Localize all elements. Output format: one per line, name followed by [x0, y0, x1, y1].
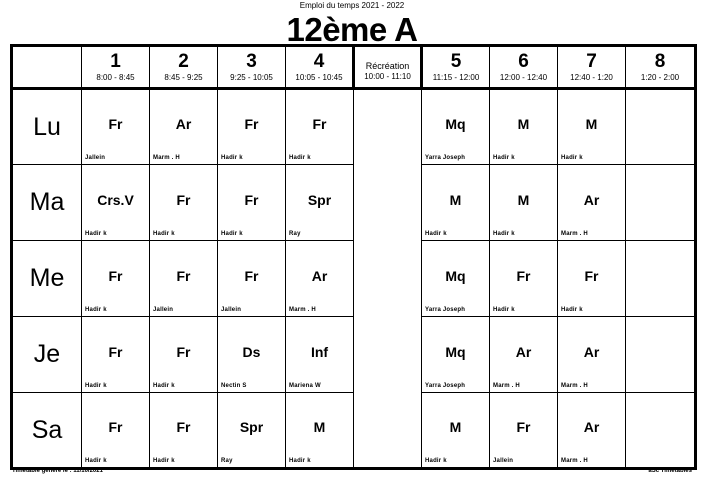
day-name: Lu [12, 89, 82, 165]
period-header [286, 46, 354, 89]
subject-label: Ar [583, 419, 600, 435]
teacher-label: Nectin S [221, 383, 247, 389]
lesson-cell [150, 165, 218, 241]
lesson-cell [626, 393, 696, 469]
lesson-cell [218, 165, 286, 241]
day-name: Ma [12, 165, 82, 241]
teacher-label: Jallein [493, 458, 514, 464]
lesson-cell [82, 89, 150, 165]
period-number: 6 [518, 51, 529, 72]
period-time: 10:05 - 10:45 [295, 73, 343, 82]
lesson-cell [490, 241, 558, 317]
subject-label: M [517, 116, 530, 132]
lesson-cell [558, 241, 626, 317]
lesson-cell [218, 317, 286, 393]
period-header [150, 46, 218, 89]
lesson-cell [626, 241, 696, 317]
teacher-label: Hadir k [493, 231, 515, 237]
period-number: 3 [246, 51, 257, 72]
period-number: 7 [586, 51, 597, 72]
period-header [626, 46, 696, 89]
subject-label: Mq [445, 343, 466, 360]
lesson-cell [150, 241, 218, 317]
teacher-label: Hadir k [221, 231, 243, 237]
teacher-label: Yarra Joseph [425, 307, 466, 313]
subject-label: M [449, 419, 462, 435]
subject-label: M [585, 116, 598, 132]
subject-label: Fr [176, 419, 191, 435]
subject-label: Inf [310, 343, 329, 360]
teacher-label: Hadir k [425, 458, 447, 464]
period-header [490, 46, 558, 89]
teacher-label: Jallein [85, 155, 106, 161]
subject-label: Ar [515, 343, 532, 360]
lesson-cell [82, 393, 150, 469]
period-time: 8:45 - 9:25 [164, 73, 203, 82]
day-name: Sa [12, 393, 82, 469]
lesson-cell [218, 393, 286, 469]
subject-label: Ar [175, 116, 192, 132]
subject-label: Fr [244, 191, 259, 208]
subject-label: Spr [239, 419, 264, 435]
subject-label: Crs.V [97, 191, 134, 208]
subject-label: Fr [244, 267, 259, 284]
lesson-cell [558, 89, 626, 165]
recreation-column [354, 89, 422, 469]
teacher-label: Jallein [153, 307, 174, 313]
subject-label: Ds [242, 343, 261, 360]
teacher-label: Marm . H [561, 458, 588, 464]
period-time: 12:00 - 12:40 [499, 73, 548, 82]
lesson-cell [286, 317, 354, 393]
period-header [82, 46, 150, 89]
lesson-cell [422, 89, 490, 165]
teacher-label: Jallein [221, 307, 242, 313]
period-time: 11:15 - 12:00 [432, 73, 480, 82]
subject-label: Fr [516, 419, 531, 435]
lesson-cell [150, 393, 218, 469]
teacher-label: Hadir k [85, 307, 107, 313]
subject-label: Fr [244, 116, 259, 132]
lesson-cell [422, 241, 490, 317]
teacher-label: Marm . H [493, 383, 520, 389]
lesson-cell [286, 393, 354, 469]
teacher-label: Hadir k [493, 155, 515, 161]
subject-label: Fr [176, 267, 191, 284]
lesson-cell [286, 165, 354, 241]
lesson-cell [490, 165, 558, 241]
day-name: Je [12, 317, 82, 393]
teacher-label: Ray [221, 458, 233, 464]
teacher-label: Mariena W [289, 383, 321, 389]
day-row [12, 89, 696, 165]
teacher-label: Hadir k [425, 231, 447, 237]
period-header [218, 46, 286, 89]
teacher-label: Marm . H [561, 231, 588, 237]
period-time: 1:20 - 2:00 [640, 73, 680, 82]
subject-label: Fr [108, 419, 123, 435]
corner-cell [12, 46, 82, 89]
subject-label: Ar [311, 267, 328, 284]
recreation-label: Récréation [365, 61, 410, 71]
lesson-cell [286, 241, 354, 317]
lesson-cell [422, 317, 490, 393]
period-time: 12:40 - 1:20 [570, 73, 613, 82]
subject-label: Fr [108, 267, 123, 284]
lesson-cell [626, 317, 696, 393]
period-header [422, 46, 490, 89]
lesson-cell [422, 165, 490, 241]
subject-label: M [313, 419, 326, 435]
lesson-cell [558, 165, 626, 241]
teacher-label: Yarra Joseph [425, 155, 466, 161]
period-number: 4 [313, 51, 325, 72]
teacher-label: Hadir k [85, 231, 107, 237]
period-number: 5 [450, 51, 462, 72]
lesson-cell [626, 165, 696, 241]
subject-label: Fr [108, 343, 123, 360]
generated-date: Timetable généré le : 11/10/2021 [12, 468, 103, 474]
teacher-label: Hadir k [221, 155, 243, 161]
lesson-cell [82, 241, 150, 317]
period-number: 2 [178, 51, 189, 72]
subject-label: Mq [445, 116, 466, 132]
teacher-label: Hadir k [85, 458, 107, 464]
subject-label: Fr [176, 343, 191, 360]
lesson-cell [218, 241, 286, 317]
lesson-cell [490, 393, 558, 469]
subject-label: M [517, 191, 530, 208]
teacher-label: Hadir k [289, 458, 311, 464]
teacher-label: Hadir k [561, 307, 583, 313]
lesson-cell [218, 89, 286, 165]
subject-label: Fr [584, 267, 599, 284]
teacher-label: Hadir k [85, 383, 107, 389]
subject-label: Spr [307, 191, 332, 208]
lesson-cell [558, 317, 626, 393]
subject-label: Mq [445, 267, 466, 284]
timetable-grid [10, 44, 697, 470]
lesson-cell [490, 89, 558, 165]
period-time: 10:00 - 11:10 [364, 72, 411, 81]
subject-label: Fr [516, 267, 531, 284]
timetable-subtitle: Emploi du temps 2021 - 2022 [299, 1, 405, 10]
lesson-cell [490, 317, 558, 393]
subject-label: Ar [583, 343, 600, 360]
class-title: 12ème A [286, 11, 418, 48]
period-header-row [12, 46, 696, 89]
subject-label: Fr [312, 116, 327, 132]
software-credit: aSc Timetables [648, 468, 692, 474]
lesson-cell [82, 165, 150, 241]
teacher-label: Hadir k [153, 458, 175, 464]
subject-label: M [449, 191, 462, 208]
teacher-label: Hadir k [153, 383, 175, 389]
teacher-label: Hadir k [561, 155, 583, 161]
teacher-label: Marm . H [561, 383, 588, 389]
recreation-header [354, 46, 422, 89]
lesson-cell [422, 393, 490, 469]
period-time: 8:00 - 8:45 [96, 73, 135, 82]
lesson-cell [82, 317, 150, 393]
subject-label: Fr [108, 116, 123, 132]
teacher-label: Marm . H [153, 155, 180, 161]
period-header [558, 46, 626, 89]
lesson-cell [558, 393, 626, 469]
day-name: Me [12, 241, 82, 317]
period-number: 8 [654, 51, 666, 72]
period-number: 1 [110, 51, 121, 72]
lesson-cell [286, 89, 354, 165]
lesson-cell [150, 89, 218, 165]
teacher-label: Marm . H [289, 307, 316, 313]
subject-label: Ar [583, 191, 600, 208]
teacher-label: Ray [289, 231, 301, 237]
lesson-cell [150, 317, 218, 393]
teacher-label: Hadir k [289, 155, 311, 161]
subject-label: Fr [176, 191, 191, 208]
teacher-label: Hadir k [493, 307, 515, 313]
teacher-label: Hadir k [153, 231, 175, 237]
period-time: 9:25 - 10:05 [230, 73, 273, 82]
lesson-cell [626, 89, 696, 165]
teacher-label: Yarra Joseph [425, 383, 466, 389]
